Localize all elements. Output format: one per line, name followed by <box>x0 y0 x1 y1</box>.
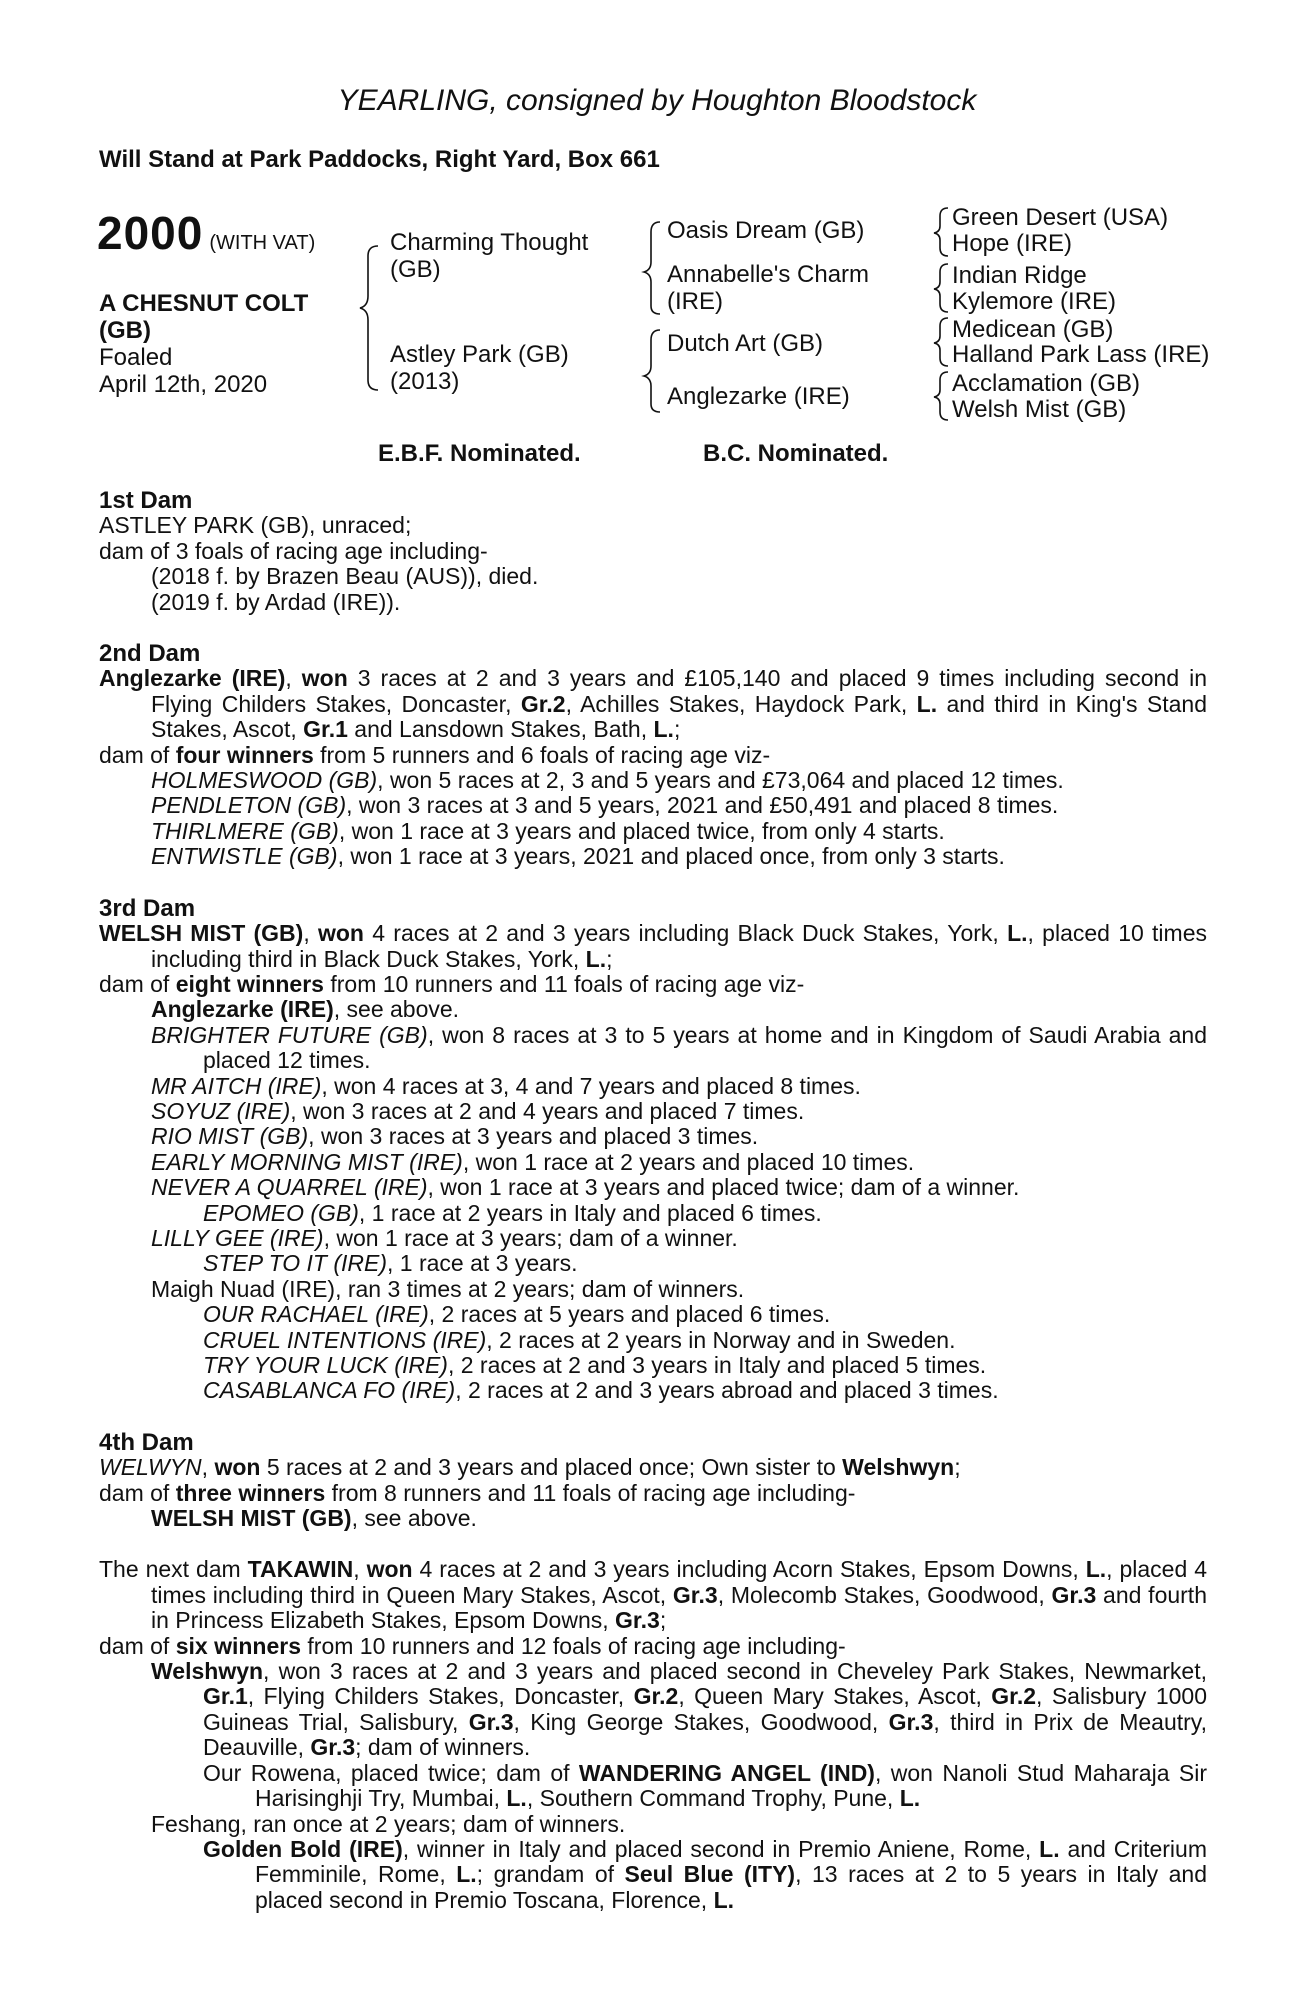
produce-entry: Feshang, ran once at 2 years; dam of winners. <box>151 1810 626 1837</box>
sire-country: (GB) <box>390 256 441 283</box>
ancestor-4: Kylemore (IRE) <box>952 288 1117 315</box>
ebf-nomination: E.B.F. Nominated. <box>378 440 581 467</box>
dam-name: Astley Park (GB) <box>390 341 569 368</box>
produce-entry: OUR RACHAEL (IRE), 2 races at 5 years and placed 6 times. <box>203 1301 831 1328</box>
second-dam-record: Anglezarke (IRE), won 3 races at 2 and 3 years and £105,140 and placed 9 times including second in Flying Childers Stakes, Doncaster, Gr.2, Achilles Stakes, Haydock Park, L. and third in King's Stand Stakes, Ascot, Gr.1 and Lansdown Stakes, Bath, L.; <box>99 665 1208 743</box>
produce-entry: SOYUZ (IRE), won 3 races at 2 and 4 years and placed 7 times. <box>151 1097 805 1124</box>
ancestor-5: Medicean (GB) <box>952 316 1114 343</box>
produce-entry: Anglezarke (IRE), see above. <box>151 996 460 1023</box>
produce-entry: TRY YOUR LUCK (IRE), 2 races at 2 and 3 years in Italy and placed 5 times. <box>203 1352 987 1378</box>
brace-gen2-sire <box>644 222 660 314</box>
brace-gen2-dam <box>644 330 660 412</box>
produce-entry: NEVER A QUARREL (IRE), won 1 race at 3 years and placed twice; dam of a winner. <box>151 1174 1020 1201</box>
foal-entry: (2018 f. by Brazen Beau (AUS)), died. <box>151 563 539 590</box>
first-dam-summary: dam of 3 foals of racing age including- <box>99 537 488 564</box>
dam-year: (2013) <box>390 368 460 395</box>
fourth-dam-record: WELWYN, won 5 races at 2 and 3 years and placed once; Own sister to Welshwyn; <box>99 1454 961 1481</box>
second-dam-heading: 2nd Dam <box>99 640 201 668</box>
foaled-date: April 12th, 2020 <box>99 371 268 398</box>
won-label: won <box>301 665 348 692</box>
brace-gen1 <box>360 246 378 390</box>
produce-entry: EARLY MORNING MIST (IRE), won 1 race at 2 years and placed 10 times. <box>151 1148 915 1175</box>
second-dam-summary: dam of four winners from 5 runners and 6 foals of racing age viz- <box>99 741 771 768</box>
produce-entry: CASABLANCA FO (IRE), 2 races at 2 and 3 years abroad and placed 3 times. <box>203 1377 999 1404</box>
produce-entry: BRIGHTER FUTURE (GB), won 8 races at 3 to 5 years at home and in Kingdom of Saudi Arabia and placed 12 times. <box>151 1021 1207 1074</box>
produce-entry: WELSH MIST (GB), see above. <box>151 1505 477 1532</box>
produce-entry: Our Rowena, placed twice; dam of WANDERING ANGEL (IND), won Nanoli Stud Maharaja Sir Harisinghji Try, Mumbai, L., Southern Command Trophy, Pune, L. <box>203 1759 1207 1812</box>
produce-entry: MR AITCH (IRE), won 4 races at 3, 4 and 7 years and placed 8 times. <box>151 1072 861 1099</box>
brace-gen3-1 <box>934 208 948 256</box>
produce-record <box>99 488 1207 1913</box>
third-dam-record: WELSH MIST (GB), won 4 races at 2 and 3 years including Black Duck Stakes, York, L., placed 10 times including third in Black Duck Stakes, York, L.; <box>99 920 1207 972</box>
produce-entry: Maigh Nuad (IRE), ran 3 times at 2 years; dam of winners. <box>151 1275 745 1302</box>
ancestor-8: Welsh Mist (GB) <box>952 396 1127 423</box>
sire-dam-name: Annabelle's Charm <box>667 261 870 288</box>
ancestor-6: Halland Park Lass (IRE) <box>952 341 1210 368</box>
produce-entry: STEP TO IT (IRE), 1 race at 3 years. <box>203 1250 578 1277</box>
grade-label: Gr.1 <box>303 716 348 743</box>
horse-country: (GB) <box>99 317 151 344</box>
brace-gen3-4 <box>934 372 948 420</box>
bc-nomination: B.C. Nominated. <box>703 440 889 467</box>
next-dam-record: The next dam TAKAWIN, won 4 races at 2 and 3 years including Acorn Stakes, Epsom Downs, L., placed 4 times including third in Queen Mary Stakes, Ascot, Gr.3, Molecomb Stakes, Goodwood, Gr.3 and fourth in Princess Elizabeth Stakes, Epsom Downs, Gr.3; <box>99 1556 1207 1634</box>
produce-entry: PENDLETON (GB), won 3 races at 3 and 5 years, 2021 and £50,491 and placed 8 times. <box>151 792 1059 819</box>
listed-label: L. <box>916 690 938 717</box>
produce-entry: ENTWISTLE (GB), won 1 race at 3 years, 2021 and placed once, from only 3 starts. <box>151 843 1005 870</box>
dam <box>390 341 569 395</box>
third-dam-summary: dam of eight winners from 10 runners and 11 foals of racing age viz- <box>99 970 805 997</box>
produce-entry: RIO MIST (GB), won 3 races at 3 years and placed 3 times. <box>151 1123 759 1150</box>
sire-dam-country: (IRE) <box>667 288 723 315</box>
third-dam-heading: 3rd Dam <box>99 894 196 922</box>
sire-sire: Oasis Dream (GB) <box>667 217 865 244</box>
dam-sire: Dutch Art (GB) <box>667 330 824 357</box>
sire-name: Charming Thought <box>390 229 589 256</box>
next-dam-summary: dam of six winners from 10 runners and 12 foals of racing age including- <box>99 1632 846 1659</box>
listed-label: L. <box>653 716 674 743</box>
price-number: 2000 <box>97 207 204 259</box>
grade-label: Gr.2 <box>520 690 566 717</box>
first-dam-heading: 1st Dam <box>99 487 193 514</box>
horse-name: A CHESNUT COLT <box>99 290 309 317</box>
fourth-dam-summary: dam of three winners from 8 runners and 11 foals of racing age including- <box>99 1479 856 1506</box>
ancestor-7: Acclamation (GB) <box>952 370 1141 397</box>
price-vat-note: (WITH VAT) <box>209 232 316 254</box>
produce-entry: HOLMESWOOD (GB), won 5 races at 2, 3 and 5 years and £73,064 and placed 12 times. <box>151 767 1064 794</box>
produce-entry: Welshwyn, won 3 races at 2 and 3 years and placed second in Cheveley Park Stakes, Newmarket, Gr.1, Flying Childers Stakes, Doncaster, Gr.2, Queen Mary Stakes, Ascot, Gr.2, Salisbury 1000 Guineas Trial, Salisbury, Gr.3, King George Stakes, Goodwood, Gr.3, third in Prix de Meautry, Deauville, Gr.3; dam of winners. <box>151 1658 1207 1761</box>
produce-entry: Golden Bold (IRE), winner in Italy and placed second in Premio Aniene, Rome, L. and Criterium Femminile, Rome, L.; grandam of Seul Blue (ITY), 13 races at 2 to 5 years in Italy and placed second in Premio Toscana, Florence, L. <box>203 1835 1207 1913</box>
produce-entry: CRUEL INTENTIONS (IRE), 2 races at 2 years in Norway and in Sweden. <box>203 1326 956 1353</box>
record-text: 3 races at 2 and 3 years and £105,140 and placed 9 times including second in Flying Childers Stakes, Doncaster, <box>151 665 1208 717</box>
lot-title: YEARLING, consigned by Houghton Bloodstock <box>337 84 977 117</box>
sire <box>390 229 588 283</box>
ancestor-1: Green Desert (USA) <box>952 204 1169 231</box>
record-text: , Achilles Stakes, Haydock Park, <box>565 690 917 717</box>
brace-gen3-2 <box>934 264 948 312</box>
produce-entry: THIRLMERE (GB), won 1 race at 3 years and placed twice, from only 4 starts. <box>151 817 945 844</box>
record-text: ; <box>673 716 681 743</box>
record-text: and Lansdown Stakes, Bath, <box>347 716 654 743</box>
fourth-dam-heading: 4th Dam <box>99 1428 194 1456</box>
produce-entry: LILLY GEE (IRE), won 1 race at 3 years; dam of a winner. <box>151 1224 738 1251</box>
dam-dam: Anglezarke (IRE) <box>667 383 850 410</box>
second-dam-name: Anglezarke (IRE) <box>99 665 286 692</box>
record-text: and third in King's Stand Stakes, Ascot, <box>151 690 1207 743</box>
first-dam-line: ASTLEY PARK (GB), unraced; <box>99 512 412 539</box>
brace-gen3-3 <box>934 318 948 366</box>
foal-entry: (2019 f. by Ardad (IRE)). <box>151 588 401 615</box>
ancestor-2: Hope (IRE) <box>952 230 1073 257</box>
produce-entry: EPOMEO (GB), 1 race at 2 years in Italy and placed 6 times. <box>203 1199 822 1226</box>
foaled-label: Foaled <box>99 344 173 371</box>
stand-location: Will Stand at Park Paddocks, Right Yard, Box 661 <box>99 146 660 173</box>
sire-dam <box>667 261 869 315</box>
ancestor-3: Indian Ridge <box>952 262 1087 289</box>
